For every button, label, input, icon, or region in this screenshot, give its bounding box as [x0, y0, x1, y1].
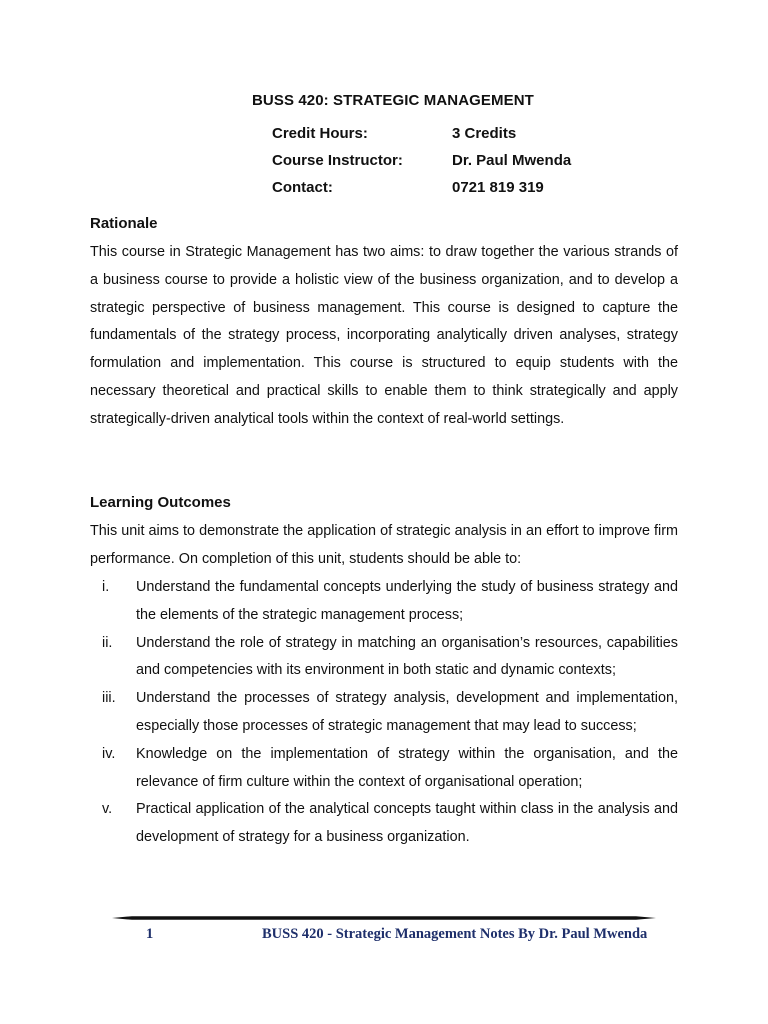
list-item-text: Knowledge on the implementation of strategy within the organisation, and the relevance of firm culture within the context of organisational operation;	[136, 745, 678, 790]
document-title: BUSS 420: STRATEGIC MANAGEMENT	[252, 92, 534, 109]
rationale-heading: Rationale	[90, 215, 158, 232]
credit-hours-row	[272, 120, 612, 147]
contact-row	[272, 174, 612, 201]
footer-divider	[112, 915, 656, 921]
credit-hours-label: Credit Hours:	[272, 125, 368, 142]
list-item-text: Understand the role of strategy in matching an organisation’s resources, capabilities and competencies with its environment in both static and dynamic contexts;	[136, 634, 678, 679]
instructor-value: Dr. Paul Mwenda	[452, 152, 572, 169]
list-item-number: v.	[102, 801, 113, 818]
course-details	[272, 120, 612, 201]
list-item	[90, 741, 678, 797]
learning-outcomes-heading: Learning Outcomes	[90, 494, 231, 511]
list-item-text: Understand the fundamental concepts underlying the study of business strategy and the elements of the strategic management process;	[136, 579, 678, 623]
list-item	[90, 630, 678, 686]
rationale-paragraph: This course in Strategic Management has two aims: to draw together the various strands of a business course to provide a holistic view of the business organization, and to develop a strategic perspective of business management. This course is designed to capture the fundamentals of the strategy process, incorporating analytically driven analyses, strategy formulation and implementation. This course is structured to equip students with the necessary theoretical and practical skills to enable them to think strategically and apply strategically-driven analytical tools within the context of real-world settings.	[90, 244, 678, 427]
page-number: 1	[146, 926, 154, 942]
list-item-number: i.	[102, 579, 110, 595]
list-item-number: iii.	[102, 690, 116, 707]
list-item-text: Practical application of the analytical concepts taught within class in the analysis and development of strategy for a business organization.	[136, 801, 678, 846]
contact-value: 0721 819 319	[452, 179, 544, 196]
credit-hours-value: 3 Credits	[452, 125, 517, 142]
list-item	[90, 685, 678, 741]
list-item	[90, 796, 678, 852]
learning-outcomes-intro: This unit aims to demonstrate the application of strategic analysis in an effort to improve firm performance. On completion of this unit, students should be able to:	[90, 523, 678, 567]
learning-outcomes-list	[90, 574, 678, 852]
list-item	[90, 574, 678, 630]
contact-label: Contact:	[272, 179, 333, 196]
list-item-number: ii.	[102, 634, 113, 651]
list-item-text: Understand the processes of strategy analysis, development and implementation, especially those processes of strategic management that may lead to success;	[136, 690, 678, 734]
instructor-row	[272, 147, 612, 174]
list-item-number: iv.	[102, 745, 116, 762]
instructor-label: Course Instructor:	[272, 152, 403, 169]
footer-title: BUSS 420 - Strategic Management Notes By Dr. Paul Mwenda	[262, 926, 648, 942]
